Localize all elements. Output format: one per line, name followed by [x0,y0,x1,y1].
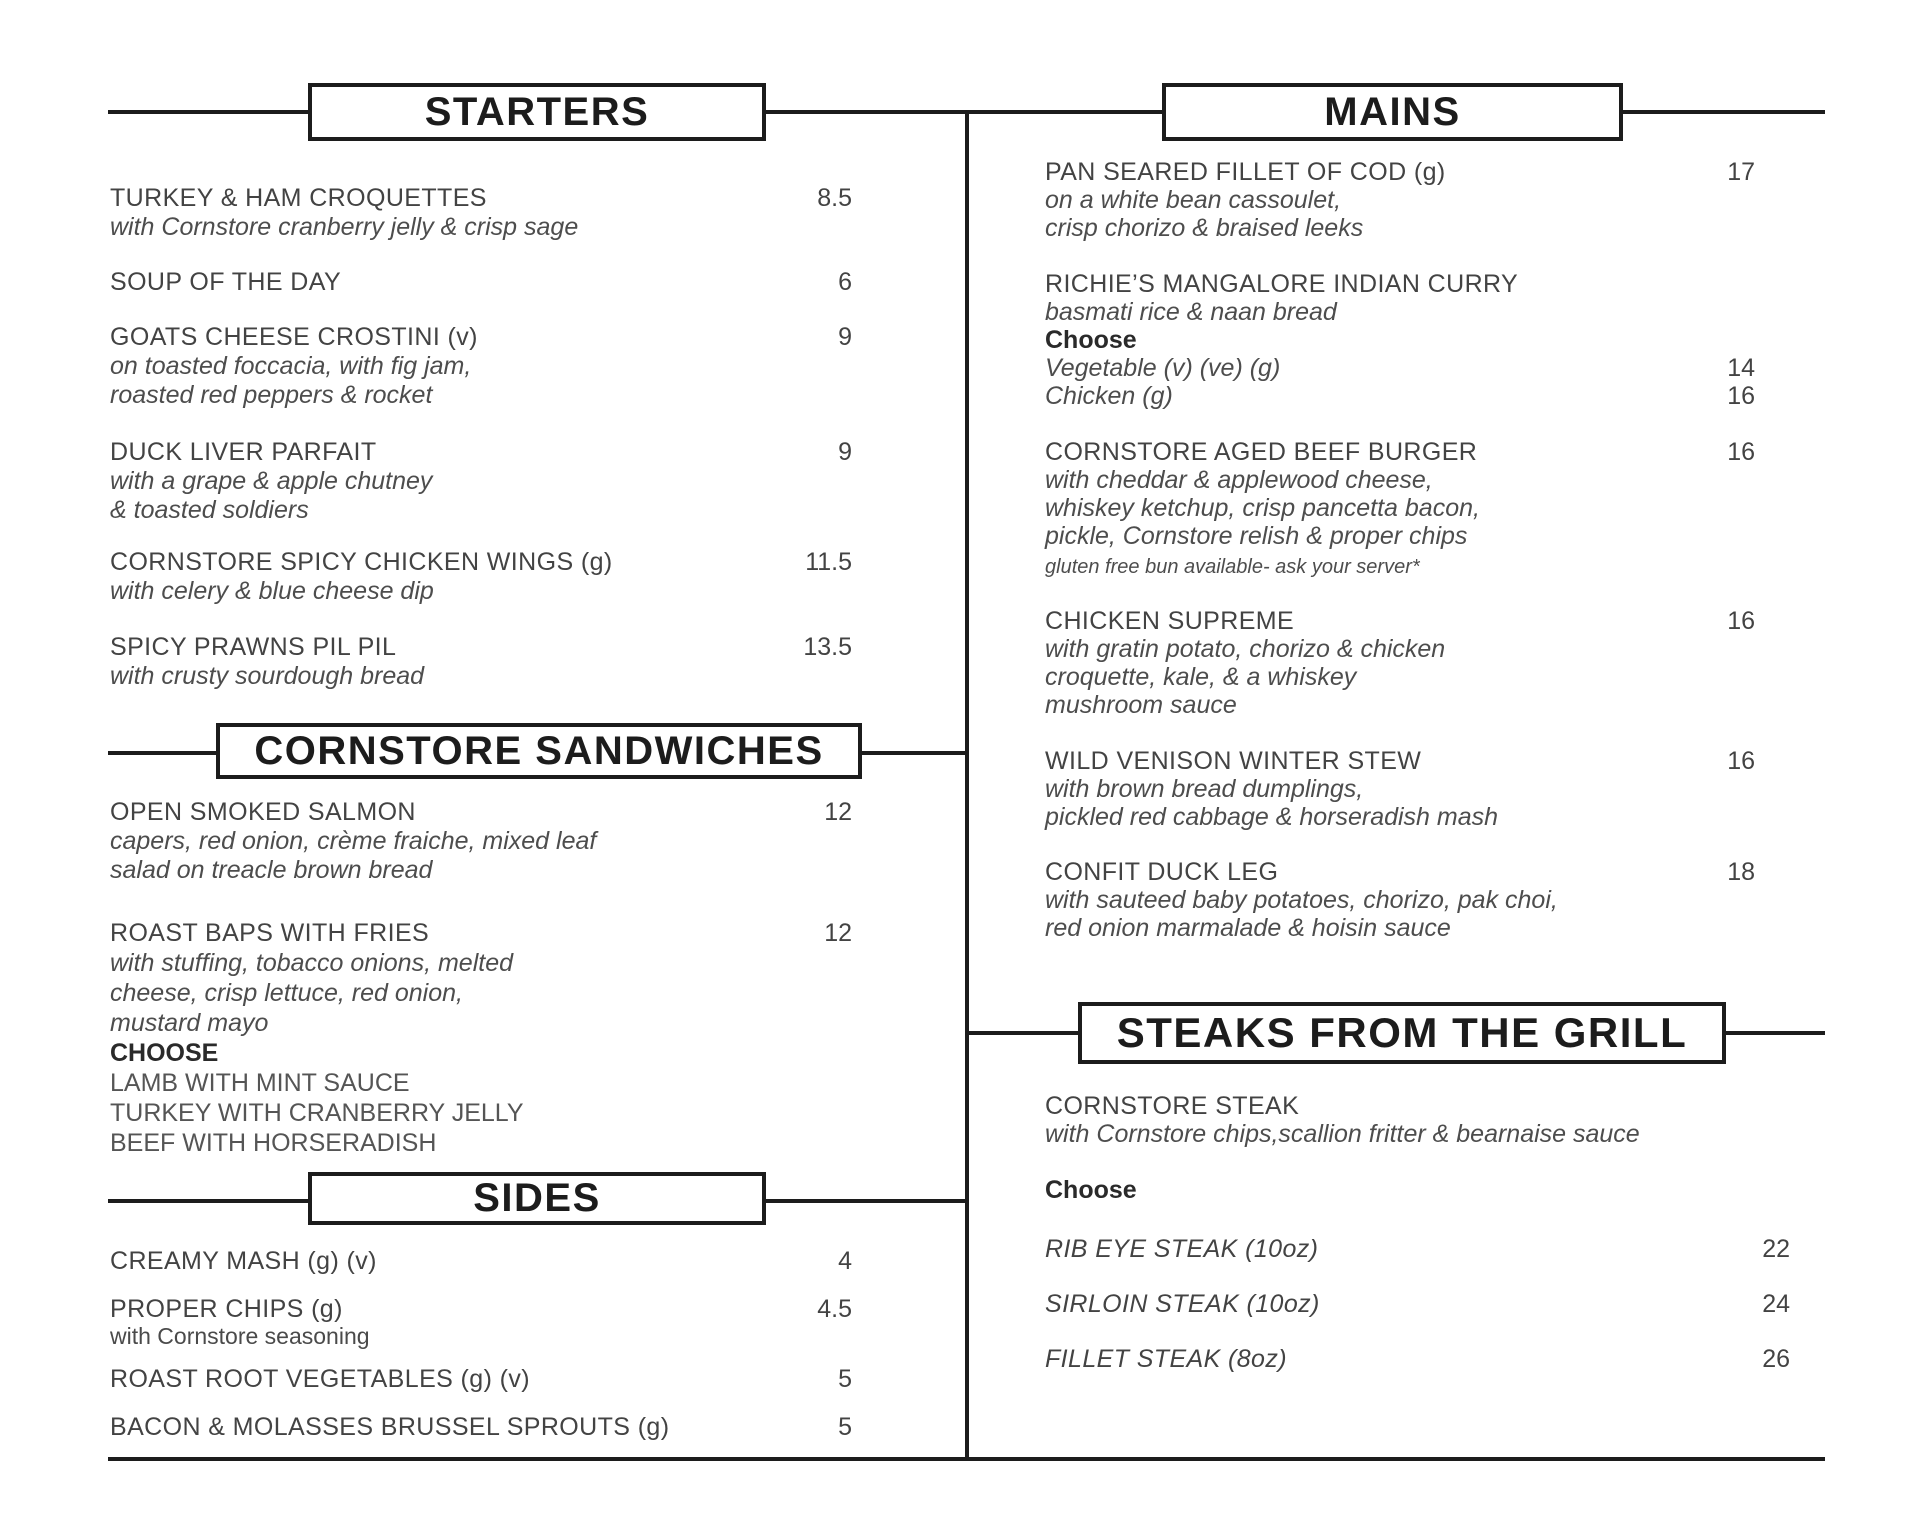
item-price: 16 [1727,438,1755,466]
menu-item-turkey-ham-croquettes [110,184,852,242]
menu-item-chicken-supreme [1045,607,1755,719]
menu-item-spicy-prawns-pil-pil [110,633,852,691]
item-name: CORNSTORE SPICY CHICKEN WINGS (g) [110,548,613,576]
item-note: with Cornstore seasoning [110,1323,370,1349]
item-price: 16 [1727,747,1755,775]
steaks-title: STEAKS FROM THE GRILL [1116,1009,1688,1056]
menu-item-confit-duck-leg [1045,858,1755,942]
item-desc: with a grape & apple chutney [110,467,433,495]
menu-item-fillet-steak [1045,1345,1790,1373]
item-desc: croquette, kale, & a whiskey [1045,663,1357,691]
menu-item-aged-beef-burger [1045,438,1755,581]
item-price: 9 [838,323,852,351]
item-price: 13.5 [803,633,852,661]
item-name: TURKEY & HAM CROQUETTES [110,184,487,212]
menu-item-proper-chips [110,1295,852,1349]
item-name: SIRLOIN STEAK (10oz) [1045,1290,1320,1318]
item-price: 22 [1762,1235,1790,1263]
item-desc: on a white bean cassoulet, [1045,186,1342,214]
item-name: CHICKEN SUPREME [1045,607,1295,635]
steaks-choose-label: Choose [1045,1176,1137,1204]
item-desc: with celery & blue cheese dip [110,577,434,605]
item-name: RICHIE’S MANGALORE INDIAN CURRY [1045,270,1519,298]
menu-item-mangalore-curry [1045,270,1755,410]
center-vertical-divider [965,110,969,1461]
item-desc: capers, red onion, crème fraiche, mixed leaf [110,827,597,855]
option-price: 16 [1727,382,1755,410]
menu-item-roast-root-vegetables [110,1365,852,1394]
option-beef: BEEF WITH HORSERADISH [110,1129,437,1157]
item-name: DUCK LIVER PARFAIT [110,438,377,466]
item-desc: mustard mayo [110,1009,269,1037]
menu-item-open-smoked-salmon [110,798,852,885]
choose-label: Choose [1045,326,1137,354]
item-name: ROAST BAPS WITH FRIES [110,919,430,947]
item-price: 16 [1727,607,1755,635]
item-price: 12 [824,798,852,826]
item-desc: crisp chorizo & braised leeks [1045,214,1364,242]
starters-title: STARTERS [424,89,650,134]
item-name: SPICY PRAWNS PIL PIL [110,633,397,661]
item-price: 18 [1727,858,1755,886]
menu-item-sirloin-steak [1045,1290,1790,1318]
starters-header-box [308,83,766,141]
sandwiches-header-box [216,723,862,779]
item-name: PROPER CHIPS (g) [110,1295,343,1323]
option-chicken: Chicken (g) [1045,382,1173,410]
item-desc: & toasted soldiers [110,496,309,524]
item-desc: roasted red peppers & rocket [110,381,433,409]
item-name: CREAMY MASH (g) (v) [110,1247,377,1275]
item-price: 24 [1762,1290,1790,1318]
item-name: BACON & MOLASSES BRUSSEL SPROUTS (g) [110,1413,670,1441]
item-name: CORNSTORE STEAK [1045,1092,1300,1120]
menu-item-cornstore-steak [1045,1092,1755,1148]
item-desc: whiskey ketchup, crisp pancetta bacon, [1045,494,1480,522]
item-price: 12 [824,919,852,947]
option-price: 14 [1727,354,1755,382]
item-price: 11.5 [805,548,852,576]
item-price: 6 [838,268,852,296]
item-name: FILLET STEAK (8oz) [1045,1345,1287,1373]
item-price: 17 [1727,158,1755,186]
item-desc: with gratin potato, chorizo & chicken [1045,635,1446,663]
item-desc: pickled red cabbage & horseradish mash [1045,803,1499,831]
menu-item-pan-seared-cod [1045,158,1755,242]
item-name: OPEN SMOKED SALMON [110,798,416,826]
item-desc: mushroom sauce [1045,691,1237,719]
mains-title: MAINS [1324,89,1461,134]
option-vegetable: Vegetable (v) (ve) (g) [1045,354,1281,382]
menu-item-rib-eye-steak [1045,1235,1790,1263]
item-name: CONFIT DUCK LEG [1045,858,1279,886]
item-name: PAN SEARED FILLET OF COD (g) [1045,158,1446,186]
menu-item-bacon-molasses-sprouts [110,1413,852,1442]
mains-header-box [1162,83,1623,141]
item-desc: on toasted foccacia, with fig jam, [110,352,472,380]
steaks-header-box [1078,1002,1726,1064]
item-price: 8.5 [817,184,852,212]
item-name: ROAST ROOT VEGETABLES (g) (v) [110,1365,531,1393]
item-name: RIB EYE STEAK (10oz) [1045,1235,1319,1263]
bottom-rule [108,1457,1825,1461]
menu-item-duck-liver-parfait [110,438,852,525]
item-price: 26 [1762,1345,1790,1373]
item-price: 4.5 [817,1295,852,1323]
item-desc: cheese, crisp lettuce, red onion, [110,979,463,1007]
item-desc: with crusty sourdough bread [110,662,425,690]
item-desc: salad on treacle brown bread [110,856,433,884]
item-price: 9 [838,438,852,466]
menu-item-roast-baps-with-fries [110,918,852,1158]
item-price: 5 [838,1413,852,1441]
item-desc: with stuffing, tobacco onions, melted [110,949,514,977]
gluten-free-note: gluten free bun available- ask your server* [1045,556,1420,578]
option-turkey: TURKEY WITH CRANBERRY JELLY [110,1099,524,1127]
menu-item-venison-stew [1045,747,1755,831]
option-lamb: LAMB WITH MINT SAUCE [110,1069,410,1097]
menu-item-goats-cheese-crostini [110,323,852,410]
item-name: CORNSTORE AGED BEEF BURGER [1045,438,1478,466]
menu-item-creamy-mash [110,1247,852,1276]
choose-label: CHOOSE [110,1039,219,1067]
item-desc: with Cornstore chips,scallion fritter & bearnaise sauce [1045,1120,1640,1148]
item-desc: with cheddar & applewood cheese, [1045,466,1433,494]
item-desc: with Cornstore cranberry jelly & crisp sage [110,213,579,241]
item-desc: with brown bread dumplings, [1045,775,1364,803]
menu-item-spicy-chicken-wings [110,548,852,606]
item-price: 5 [838,1365,852,1393]
item-desc: with sauteed baby potatoes, chorizo, pak choi, [1045,886,1558,914]
sides-header-box [308,1172,766,1225]
sides-title: SIDES [473,1176,601,1220]
item-desc: basmati rice & naan bread [1045,298,1337,326]
item-name: SOUP OF THE DAY [110,268,342,296]
item-desc: pickle, Cornstore relish & proper chips [1045,522,1468,550]
item-price: 4 [838,1247,852,1275]
menu-item-soup-of-the-day [110,268,852,297]
item-desc: red onion marmalade & hoisin sauce [1045,914,1451,942]
item-name: GOATS CHEESE CROSTINI (v) [110,323,478,351]
item-name: WILD VENISON WINTER STEW [1045,747,1422,775]
sandwiches-title: CORNSTORE SANDWICHES [254,728,824,773]
